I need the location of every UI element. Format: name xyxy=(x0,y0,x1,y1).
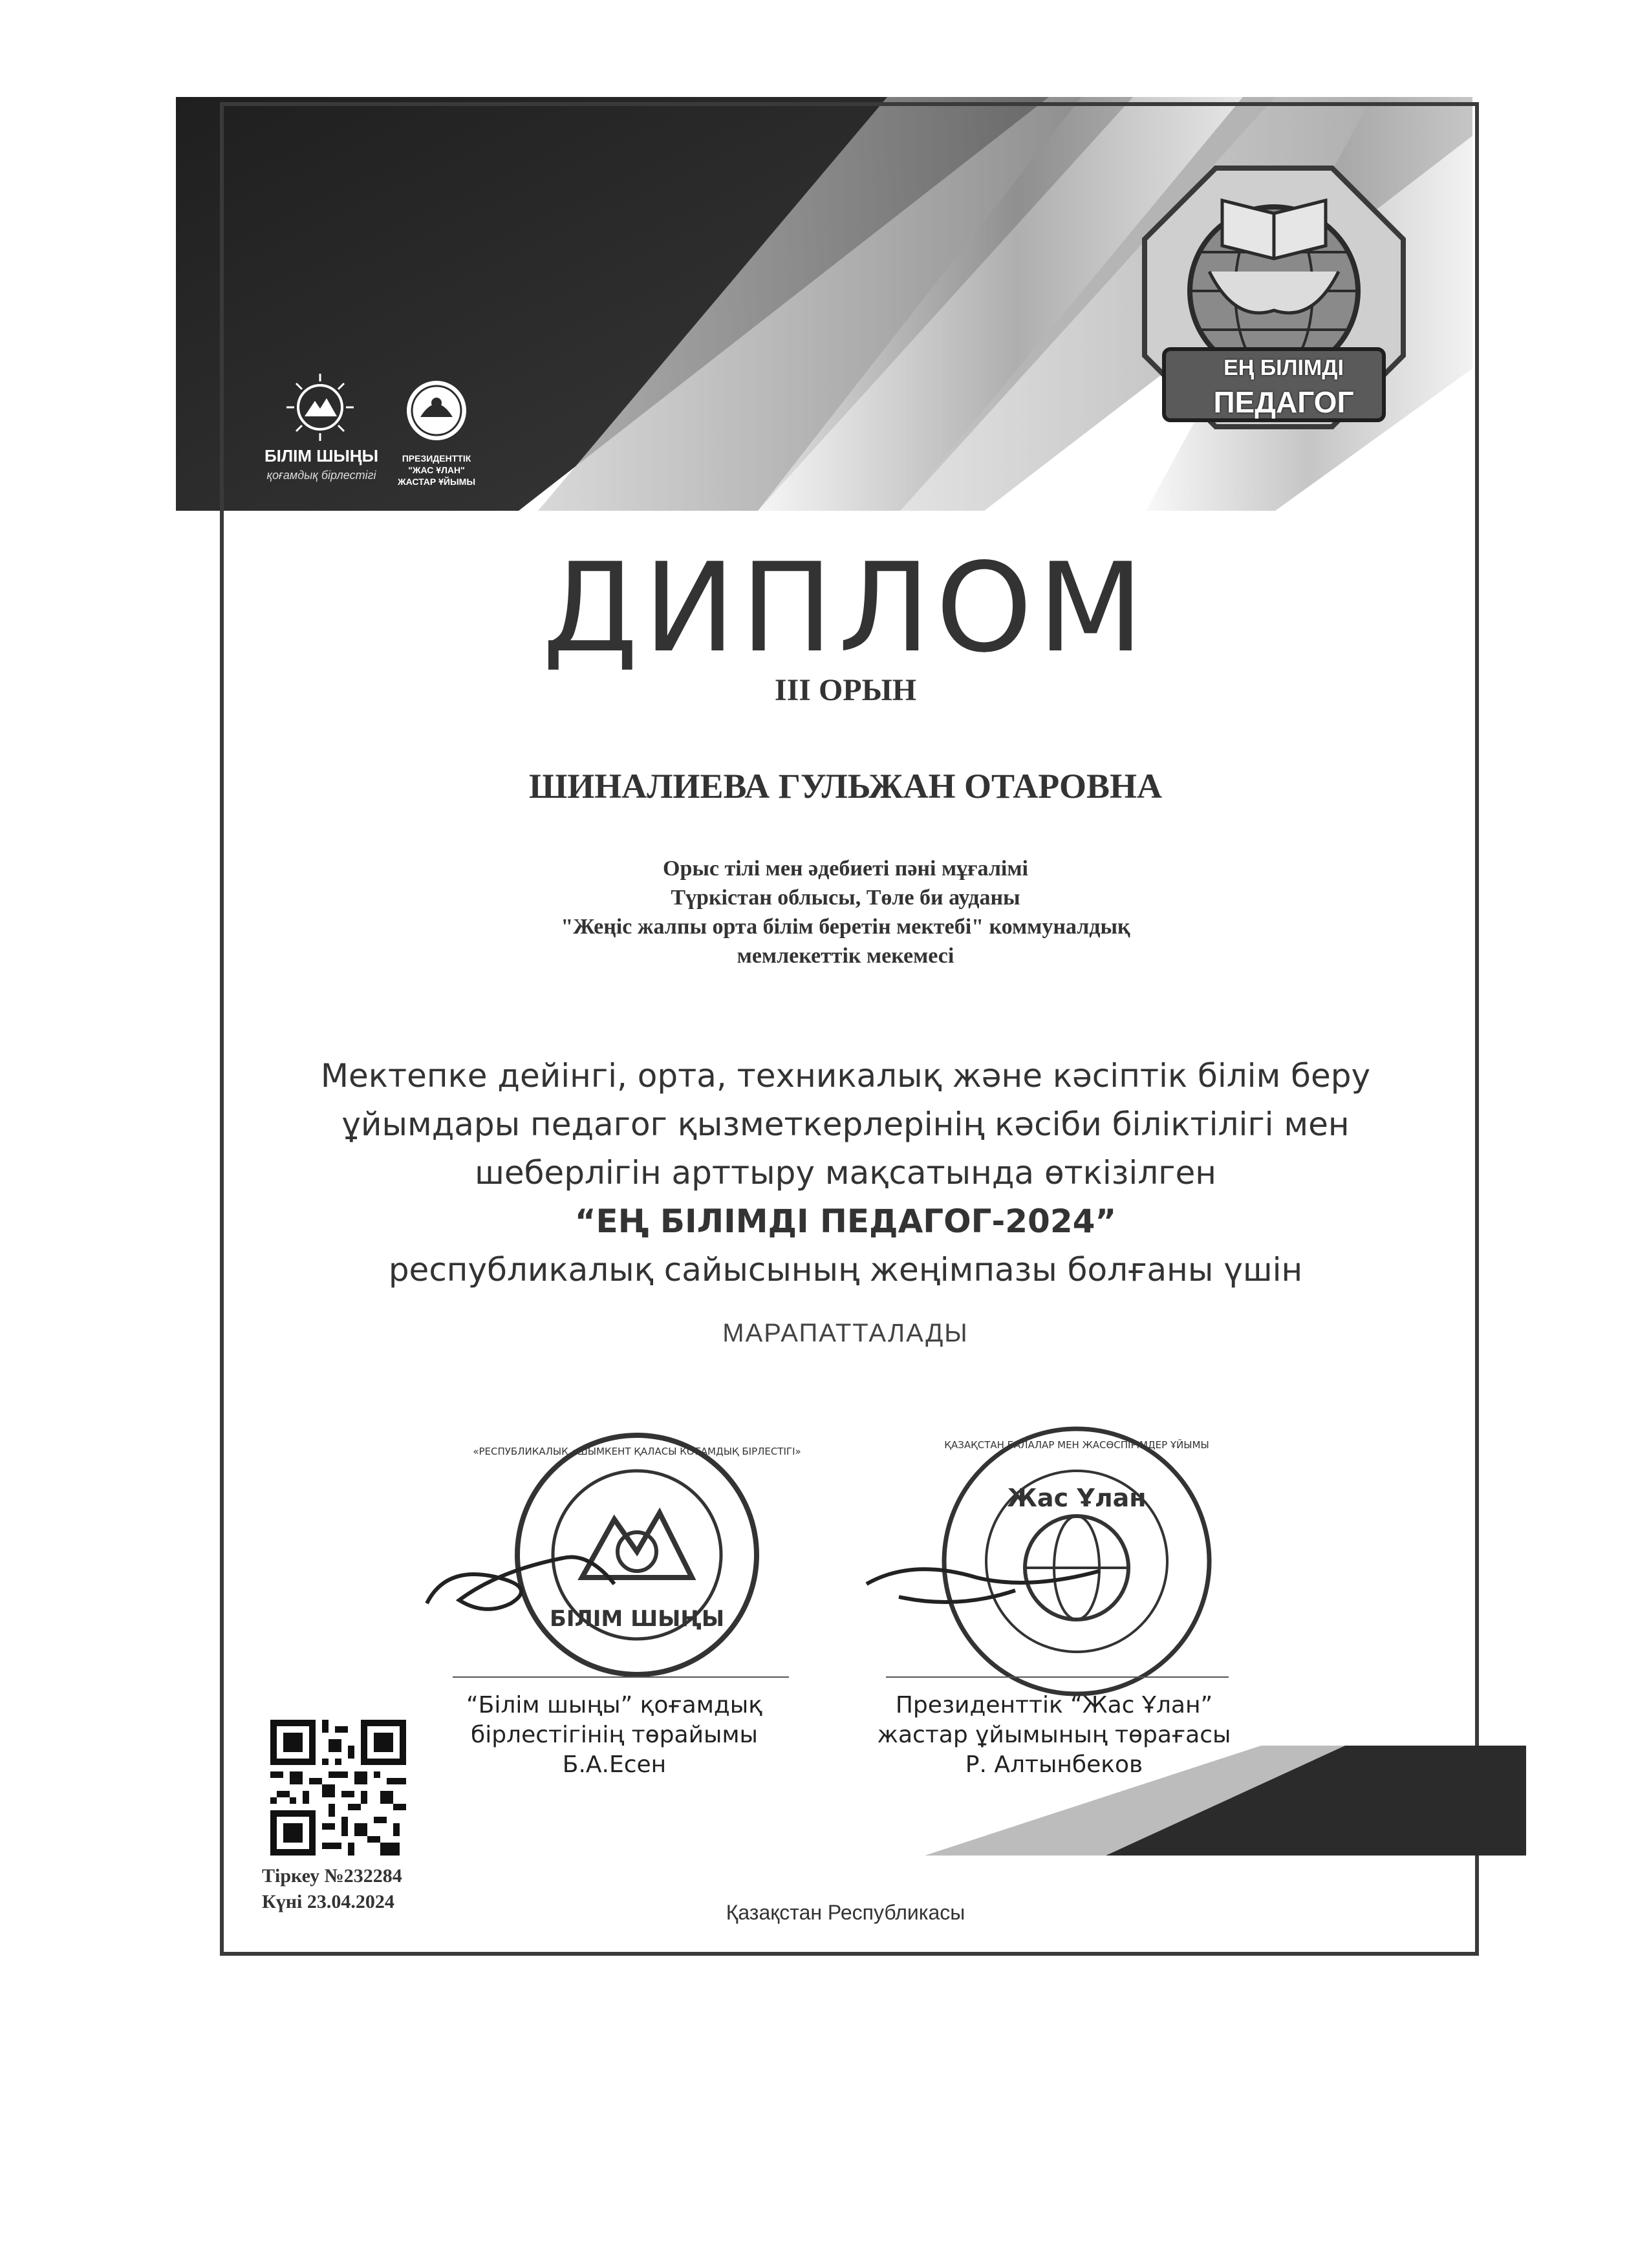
award-reason-line: республикалық сайысының жеңімпазы болғаны үшін xyxy=(388,1251,1303,1289)
recipient-info-line: Орыс тілі мен әдебиеті пәні мұғалімі xyxy=(663,857,1028,881)
footer-country: Қазақстан Республикасы xyxy=(726,1901,965,1924)
registration-date: Күні 23.04.2024 xyxy=(262,1891,394,1912)
signer-left xyxy=(388,1691,841,1780)
contest-emblem-line1: ЕҢ БІЛІМДІ xyxy=(1223,356,1344,380)
signer-right-name: Р. Алтынбеков xyxy=(965,1751,1143,1778)
diploma-title: ДИПЛОМ xyxy=(542,537,1149,679)
contest-emblem-line2: ПЕДАГОГ xyxy=(1213,385,1354,419)
stamp-left-center-text: БІЛІМ ШЫҢЫ xyxy=(549,1606,725,1632)
bilim-logo-subtitle: қоғамдық бірлестігі xyxy=(266,469,376,482)
signer-left-line: бірлестігінің төрайымы xyxy=(471,1722,758,1748)
registration-number: Тіркеу №232284 xyxy=(262,1865,402,1887)
recipient-info-line: мемлекеттік мекемесі xyxy=(737,944,954,968)
recipient-info-line: Түркістан облысы, Төле би ауданы xyxy=(671,886,1020,910)
signer-left-name: Б.А.Есен xyxy=(562,1751,667,1778)
signer-right-line: Президенттік “Жас Ұлан” xyxy=(895,1692,1213,1718)
right-signature xyxy=(860,1545,1106,1616)
stamp-left-ring-text: «РЕСПУБЛИКАЛЫҚ «ШЫМКЕНТ ҚАЛАСЫ КОҒАМДЫҚ БІРЛЕСТІГІ» xyxy=(473,1446,801,1457)
zhas-logo-line3: ЖАСТАР ҰЙЫМЫ xyxy=(397,476,476,487)
stamp-right-ring-text: ҚАЗАҚСТАН БАЛАЛАР МЕН ЖАСӨСПІРІМДЕР ҰЙЫМЫ xyxy=(944,1439,1209,1451)
place-label: III ОРЫН xyxy=(774,673,917,707)
award-reason-line: шеберлігін арттыру мақсатында өткізілген xyxy=(475,1154,1216,1192)
contest-name: “ЕҢ БІЛІМДІ ПЕДАГОГ-2024” xyxy=(574,1203,1117,1240)
qr-code-icon xyxy=(270,1720,406,1856)
left-signature xyxy=(420,1539,634,1623)
recipient-name: ШИНАЛИЕВА ГУЛЬЖАН ОТАРОВНА xyxy=(529,767,1162,806)
zhas-ulan-logo-icon xyxy=(394,372,479,456)
zhas-logo-line2: "ЖАС ҰЛАН" xyxy=(408,465,465,475)
signer-left-line: “Білім шыңы” қоғамдық xyxy=(466,1692,762,1718)
award-reason-line: Мектепке дейінгі, орта, техникалық және кәсіптік білім беру xyxy=(320,1057,1371,1095)
zhas-logo-line1: ПРЕЗИДЕНТТІК xyxy=(402,453,471,464)
stamp-right-center-text: Жас Ұлан xyxy=(1007,1484,1147,1512)
bilim-logo-name: БІЛІМ ШЫҢЫ xyxy=(264,446,379,465)
signature-line-left xyxy=(453,1676,789,1678)
award-reason-line: ұйымдары педагог қызметкерлерінің кәсіби біліктілігі мен xyxy=(341,1106,1350,1143)
award-verb: МАРАПАТТАЛАДЫ xyxy=(722,1319,969,1347)
signer-right-line: жастар ұйымының төрағасы xyxy=(877,1722,1231,1748)
bottom-decorative-band xyxy=(925,1746,1526,1856)
zhas-ulan-logo-name xyxy=(375,453,498,487)
recipient-info-line: "Жеңіс жалпы орта білім беретін мектебі" коммуналдық xyxy=(561,915,1130,939)
signature-line-right xyxy=(886,1676,1229,1678)
